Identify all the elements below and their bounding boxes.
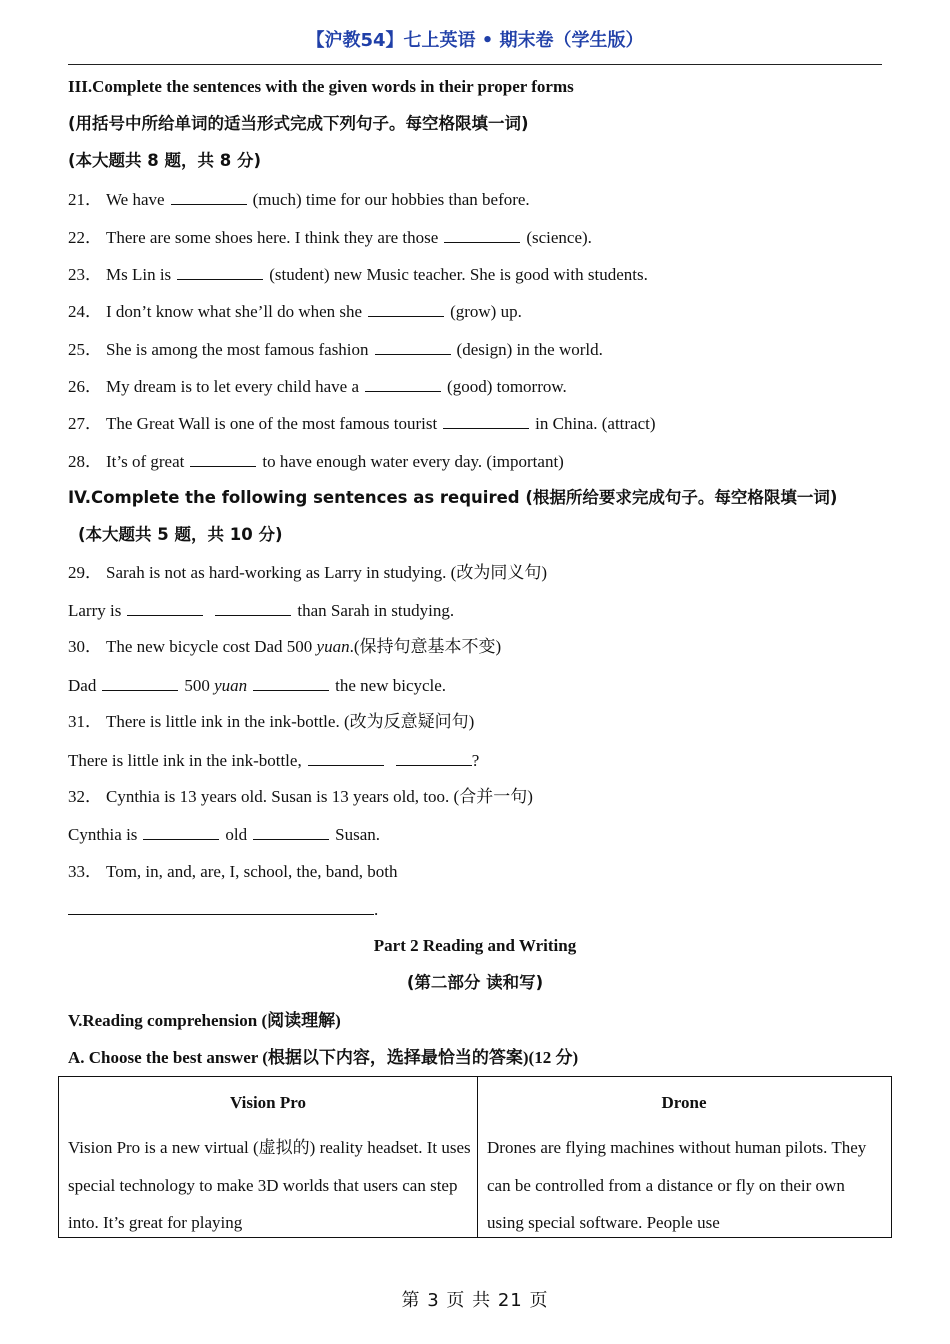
question-21: 21． We have (much) time for our hobbies than before.: [68, 190, 530, 209]
answer-blank-31a[interactable]: [308, 749, 384, 766]
question-24: 24． I don’t know what she’ll do when she (grow) up.: [68, 302, 522, 321]
question-33: 33． Tom, in, and, are, I, school, the, band, both: [68, 862, 398, 881]
part2-title: Part 2 Reading and Writing: [373, 936, 577, 955]
answer-blank-30a[interactable]: [102, 674, 178, 691]
question-31: 31． There is little ink in the ink-bottle. (改为反意疑问句): [68, 712, 475, 731]
section4-score: (本大题共 5 题，共 10 分): [78, 525, 283, 544]
table-column-drone: [478, 1077, 890, 1237]
answer-blank-28[interactable]: [190, 450, 256, 467]
part2-subtitle: (第二部分 读和写): [406, 973, 544, 992]
answer-line-29: Larry is than Sarah in studying.: [68, 601, 455, 620]
header-divider: [68, 64, 882, 65]
table-text-drone: Drones are flying machines without human pilots. They can be controlled from a distance or fly on their own using special software. People use: [487, 1138, 867, 1232]
reading-table: [58, 1076, 892, 1238]
section3-subtitle: (用括号中所给单词的适当形式完成下列句子。每空格限填一词): [68, 114, 529, 133]
question-30: 30． The new bicycle cost Dad 500 yuan.(保持句意基本不变): [68, 637, 502, 656]
question-29: 29． Sarah is not as hard-working as Larry in studying. (改为同义句): [68, 563, 547, 582]
section3-score: (本大题共 8 题，共 8 分): [68, 151, 262, 170]
answer-blank-27[interactable]: [443, 412, 529, 429]
answer-blank-22[interactable]: [444, 226, 520, 243]
answer-blank-21[interactable]: [171, 188, 247, 205]
table-heading-vision-pro: Vision Pro: [229, 1093, 307, 1112]
answer-line-32: Cynthia is old Susan.: [68, 825, 381, 844]
answer-blank-32a[interactable]: [143, 823, 219, 840]
answer-blank-31b[interactable]: [396, 749, 472, 766]
table-column-vision-pro: [59, 1077, 478, 1237]
section5-title: V.Reading comprehension (阅读理解): [68, 1011, 341, 1030]
answer-blank-30b[interactable]: [253, 674, 329, 691]
table-heading-drone: Drone: [661, 1093, 707, 1112]
question-32: 32． Cynthia is 13 years old. Susan is 13 years old, too. (合并一句): [68, 787, 533, 806]
answer-blank-29b[interactable]: [215, 599, 291, 616]
question-25: 25． She is among the most famous fashion (design) in the world.: [68, 340, 603, 359]
section4-title: IV.Complete the following sentences as required (根据所给要求完成句子。每空格限填一词): [68, 488, 838, 507]
page-footer: 第 3 页 共 21 页: [401, 1290, 549, 1311]
answer-blank-33[interactable]: [68, 898, 374, 915]
table-text-vision-pro: Vision Pro is a new virtual (虚拟的) reality headset. It uses special technology to make 3D worlds that users can step into. It’s great for playing: [68, 1138, 471, 1232]
section5-sub-a: A. Choose the best answer (根据以下内容，选择最恰当的答案)(12 分): [68, 1048, 579, 1067]
answer-blank-24[interactable]: [368, 300, 444, 317]
answer-blank-29a[interactable]: [127, 599, 203, 616]
answer-blank-26[interactable]: [365, 375, 441, 392]
answer-line-31: There is little ink in the ink-bottle, ?: [68, 751, 480, 770]
section3-title: III.Complete the sentences with the given words in their proper forms: [68, 77, 574, 96]
answer-blank-25[interactable]: [375, 338, 451, 355]
answer-blank-32b[interactable]: [253, 823, 329, 840]
question-26: 26． My dream is to let every child have a (good) tomorrow.: [68, 377, 567, 396]
question-28: 28． It’s of great to have enough water every day. (important): [68, 452, 564, 471]
answer-line-33: .: [68, 898, 378, 921]
answer-blank-23[interactable]: [177, 263, 263, 280]
question-22: 22． There are some shoes here. I think they are those (science).: [68, 228, 592, 247]
question-27: 27． The Great Wall is one of the most famous tourist in China. (attract): [68, 414, 656, 433]
answer-line-30: Dad 500 yuan the new bicycle.: [68, 676, 447, 695]
page-header-title: 【沪教54】七上英语 • 期末卷（学生版）: [306, 30, 644, 51]
question-23: 23． Ms Lin is (student) new Music teacher. She is good with students.: [68, 265, 648, 284]
